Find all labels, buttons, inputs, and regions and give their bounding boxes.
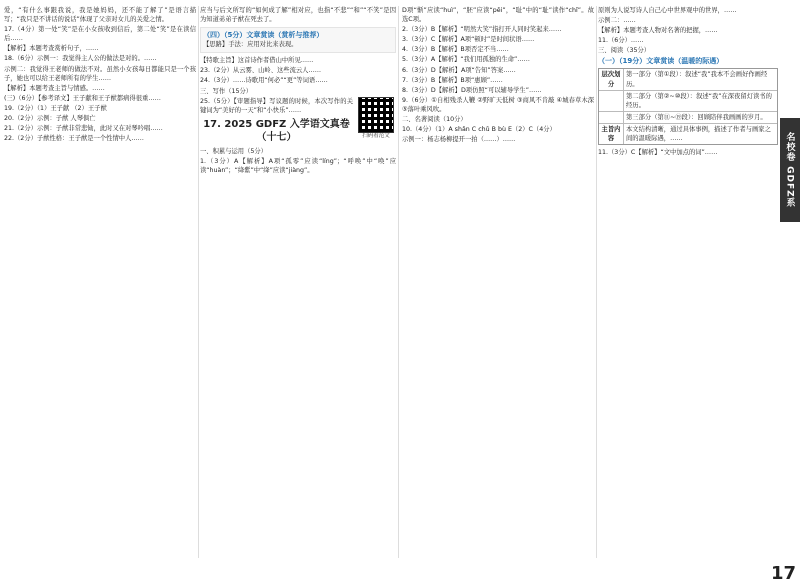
paragraph: 7.（3分）B【解析】B项“惠顾”…… (402, 76, 503, 84)
exam-title: 17. 2025 GDFZ 入学语文真卷（十七） (203, 118, 350, 143)
paragraph: 20.（2分）示例：子猷 人琴俱亡 (4, 115, 96, 123)
column-4 (598, 6, 778, 558)
table-cell: 第二部分（第②~⑩段）：叙述“我”在深夜留灯读书的经历。 (626, 92, 772, 109)
paragraph: 25.（5分）【审题指导】写议题的时候，本次写作的关键词为“美好的一天”和“小快乐”…… (200, 97, 353, 114)
paragraph: 6.（3分）D【解析】A项“告知”答案…… (402, 66, 516, 74)
paragraph: 二、名著阅读（10分） (402, 116, 467, 124)
column-divider (398, 6, 399, 558)
analysis-table (598, 68, 778, 145)
side-rail (780, 0, 800, 588)
paragraph: 【解析】本题考查主旨与情感。…… (4, 84, 105, 92)
paragraph: 【解析】本题考查赏析句子，…… (4, 45, 99, 53)
table-row (599, 90, 777, 111)
paragraph: 11.（3分）C【解析】“文中加点的词”…… (598, 149, 718, 157)
paragraph: 4.（3分）B【解析】B项否定不当…… (402, 46, 509, 54)
paragraph: 示例二：我觉得王老师的做法不对。虽然小女孩每日都能只是一个孩子，她也可以给王老师所有的学生…… (4, 65, 196, 82)
paragraph: 5.（3分）A【解析】“我们用孤独的生命”…… (402, 56, 530, 64)
paragraph: 21.（2分）示例：子猷非常悲恸，此时又在对琴吟唱…… (4, 125, 163, 133)
paragraph: 23.（2分）从云雾、山岭、这些流云人…… (200, 67, 322, 75)
paragraph: 18.（6分）示例一：我觉得主人公的做法是对的。…… (4, 55, 157, 63)
paragraph: 【思路】手法：应用对比来表现。 (203, 41, 298, 49)
page-number: 17 (770, 563, 796, 584)
column-divider (198, 6, 199, 558)
paragraph: 11.（6分）…… (598, 37, 644, 45)
table-cell: 第三部分（第⑪~⑲段）：回顾陪伴我画画的岁月。 (626, 113, 767, 121)
paragraph: 8.（3分）D【解析】D项仿照“可以辅导学生”…… (402, 86, 542, 94)
paragraph: 爱，“有什么事跟我说，我是她妈妈，还不能了解了”是语言描写；“我只是不讲话的说话”体现了父亲对女儿的关爱之情。 (4, 7, 196, 24)
paragraph: 一、积累与运用（5分） (200, 147, 267, 155)
paragraph: 示例一：杨志杨柳提开一拍（……）…… (402, 136, 516, 144)
table-row-label (599, 112, 624, 123)
table-cell: 本文结构清晰，通过具体事例，描述了作者与画家之间的温暖际遇，…… (626, 125, 771, 143)
column-3 (402, 6, 594, 558)
paragraph: 示例二：…… (598, 17, 636, 25)
paragraph: 9.（6分）①自相残杀人鞭 ②野旷天低树 ③商风不肯敲 ④城春草木深 ⑤落叶乘风吹。 (402, 96, 594, 113)
reading-section (200, 27, 396, 53)
paragraph: 三、写作（15分） (200, 87, 253, 95)
paragraph: (三)（6分）【参考译文】王子献和王子猷都病得很重…… (4, 94, 161, 102)
table-row-label: 层次划分 (599, 69, 624, 89)
column-divider (596, 6, 597, 558)
side-tab: 名校卷 GDFZ系 (780, 118, 800, 222)
paragraph: 【特歌主旨】这首诗作者借山中所见…… (200, 57, 314, 65)
paragraph: 三、阅读（35分） (598, 47, 651, 55)
paragraph: 3.（3分）C【解析】A项“顿时”是时间状语…… (402, 36, 535, 44)
column-2 (200, 6, 396, 558)
table-row (599, 111, 777, 123)
qr-code-icon (358, 97, 394, 133)
table-row (599, 123, 777, 144)
section-title: （一）（19分）文章赏读（温暖的际遇） (598, 57, 724, 66)
qr-caption: 扫码看范文 (362, 132, 390, 139)
table-row (599, 69, 777, 89)
table-row-label (599, 91, 624, 111)
table-cell: 第一部分（第①段）：叙述“我”我本不会画好作画经历。 (626, 71, 768, 88)
paragraph: 2.（3分）B【解析】“明然大笑”指打开人同时笑起来…… (402, 26, 562, 34)
paragraph: 1.（3分）A【解析】A项“孤零”应读“líng”；“呼唤”中“唤”应读“huàn”；“绛紫”中“绛”应读“jiàng”。 (200, 157, 396, 175)
paragraph: 应当与后文所写的“如何成了解”相对应，也指“不悲”“和”“不笑”是因为知道弟弟子猷在死去了。 (200, 7, 396, 24)
paragraph: 22.（2分）子猷性格：王子猷是一个性情中人…… (4, 135, 144, 143)
paragraph: 【解析】本题考查人物对名著的把握，…… (598, 27, 718, 35)
paragraph: 24.（3分）……诗歌用“何必”“更”等词语…… (200, 77, 328, 85)
column-1 (4, 6, 196, 558)
qr-code[interactable] (356, 97, 396, 140)
section-title: （四）（5分）文章赏读（赏析与推荐） (203, 31, 324, 40)
paragraph: 原则为人说写诗人自己心中世界观中的世界，…… (598, 7, 737, 14)
paragraph: D项“惭”应读“huì”，“胚”应读“pēi”，“耻”中的“耻”读作“chǐ”。故选C项。 (402, 7, 594, 24)
paragraph: 19.（2分）（1）王子献 （2）王子猷 (4, 104, 107, 112)
table-row-label: 主旨内容 (599, 124, 624, 144)
paragraph: 10.（4分）（1）A shǎn C chǔ B bù E（2）C（4分） (402, 126, 556, 134)
paragraph: 17.（4分）第一处“笑”是在小女孩收到信后，第二处“笑”是在读信后…… (4, 26, 196, 43)
